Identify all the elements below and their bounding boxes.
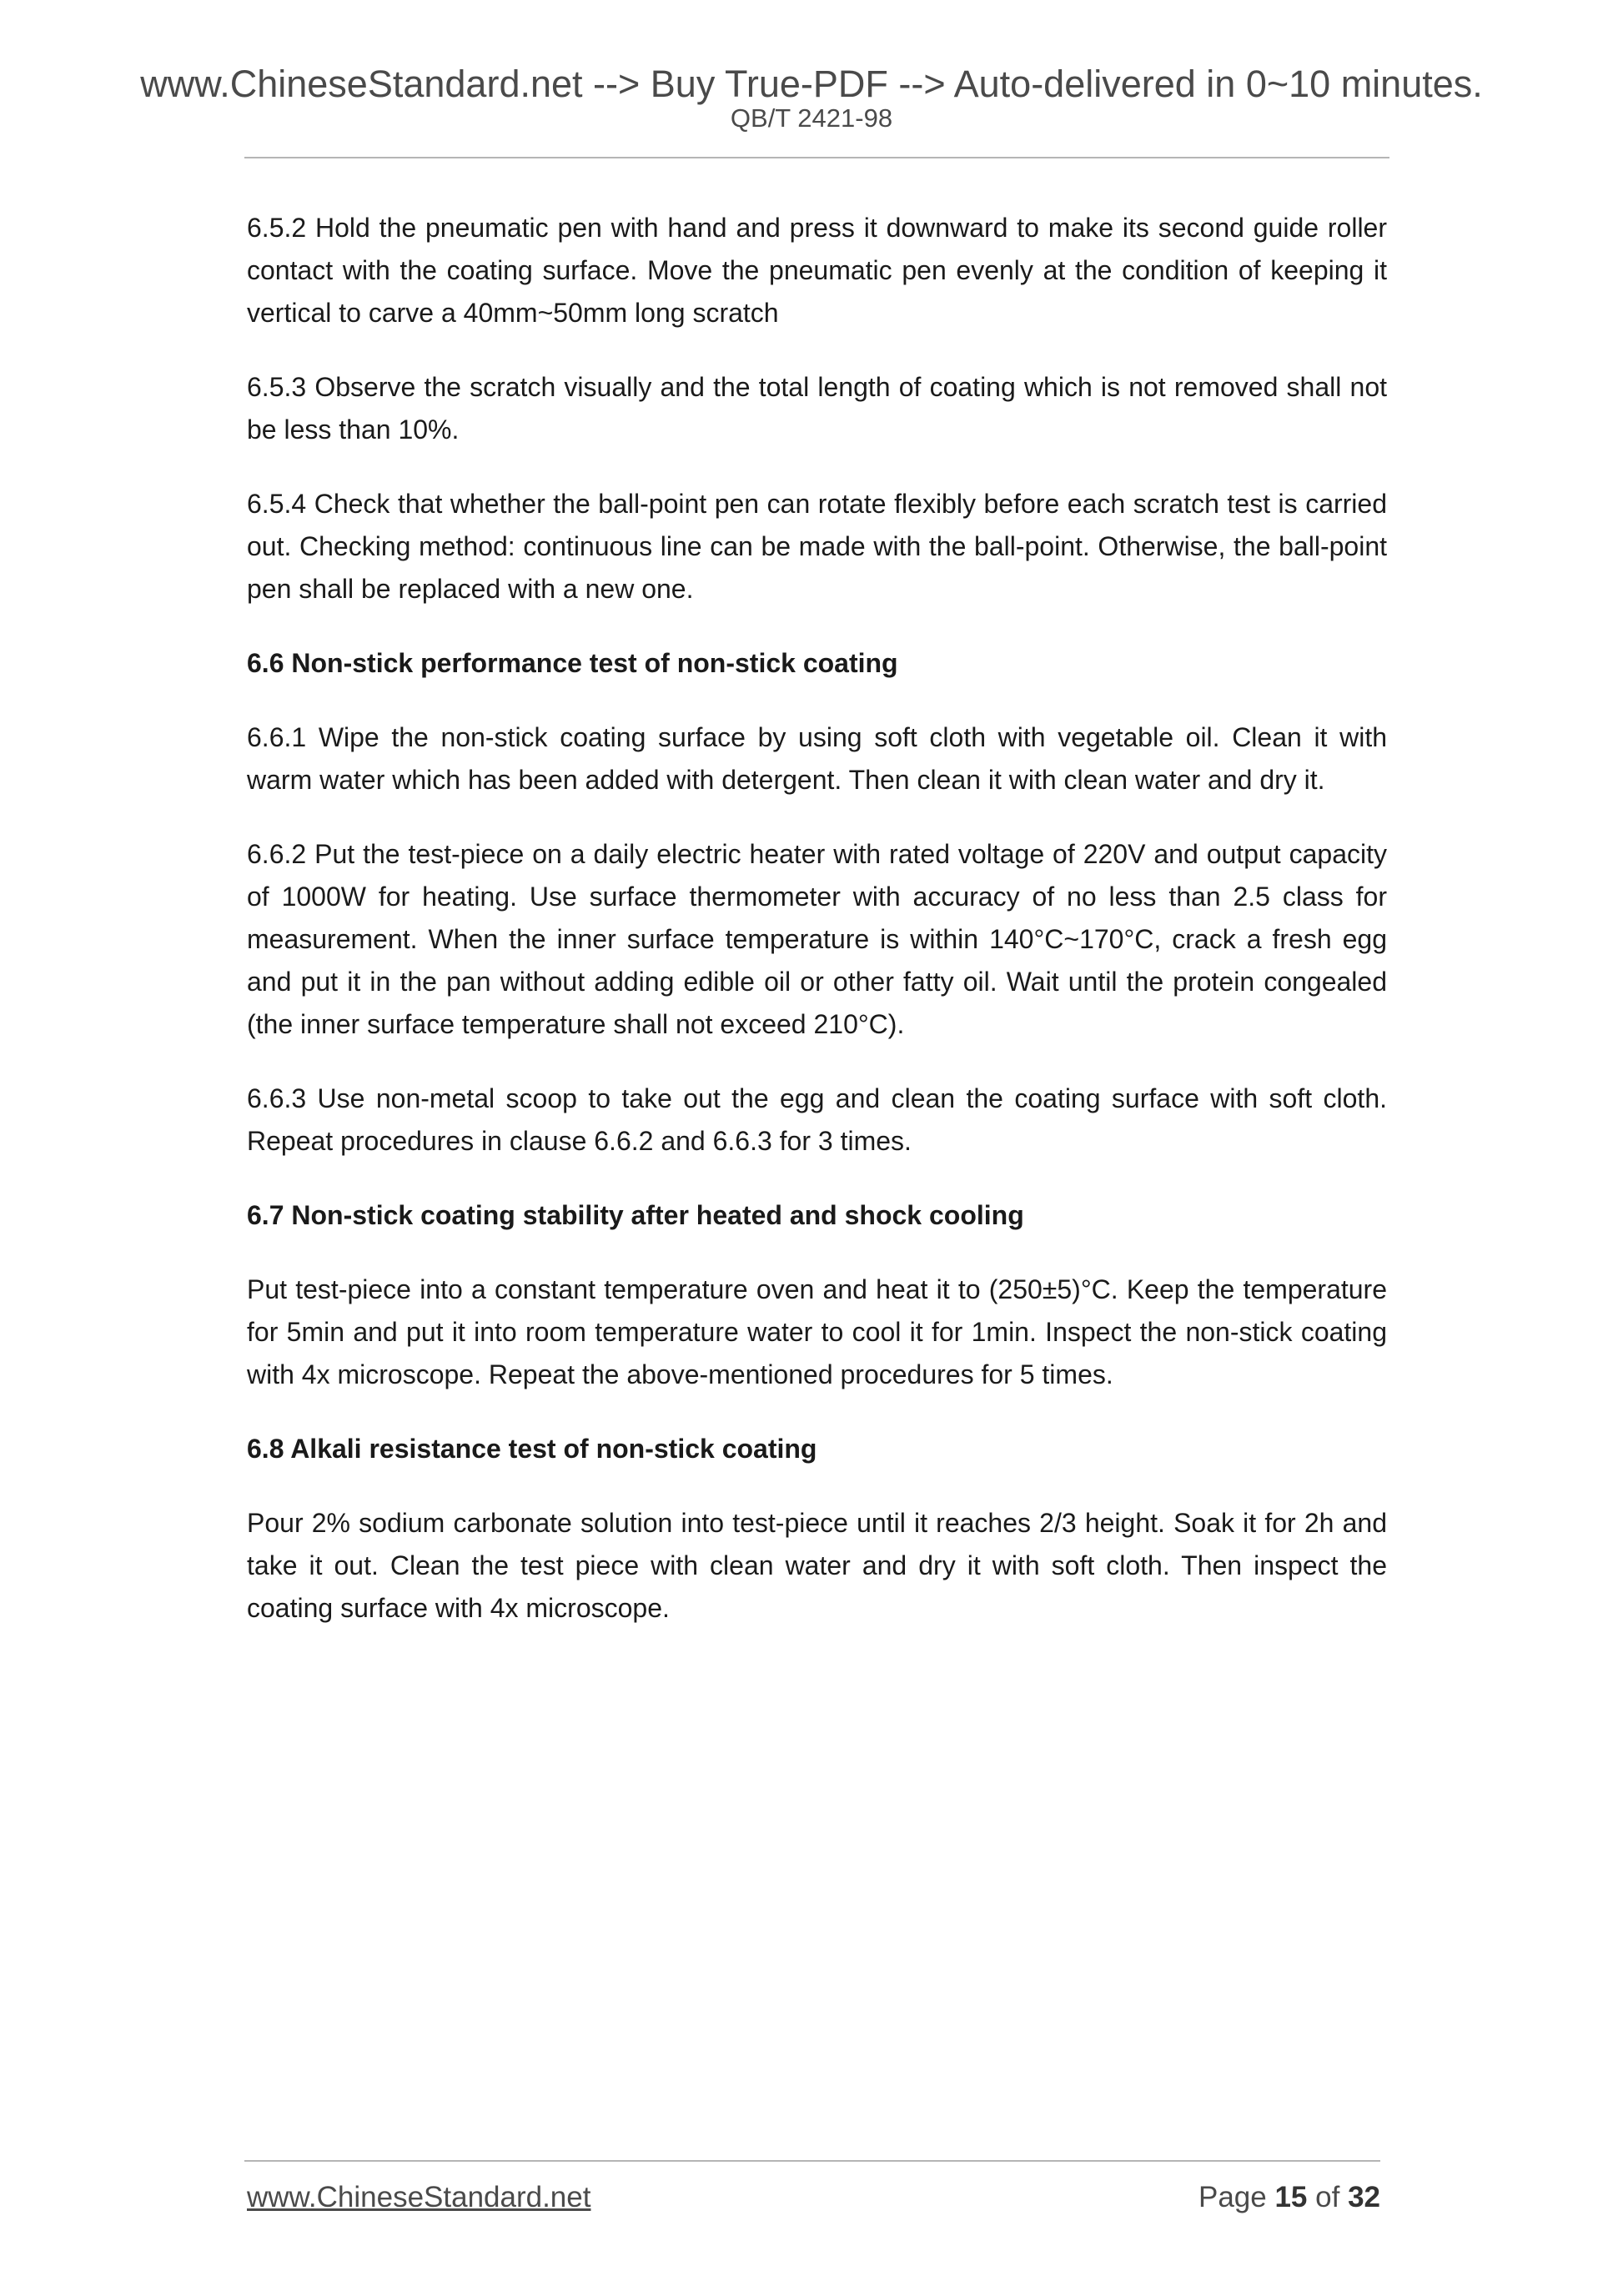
section-heading-6-7: 6.7 Non-stick coating stability after heated and shock cooling (247, 1200, 1024, 1230)
clause-6-5-4: 6.5.4 Check that whether the ball-point pen can rotate flexibly before each scratch test is carried out. Checking method: continuous line can be made with the ball-point. Otherwise, the ball-point pen shall be replaced with a new one. (247, 489, 1387, 604)
document-body (247, 207, 1387, 1661)
clause-6-8-text: Pour 2% sodium carbonate solution into test-piece until it reaches 2/3 height. Soak it for 2h and take it out. Clean the test piece with clean water and dry it with soft cloth. Then inspect the coating surface with 4x microscope. (247, 1508, 1387, 1623)
clause-6-6-2: 6.6.2 Put the test-piece on a daily electric heater with rated voltage of 220V and output capacity of 1000W for heating. Use surface thermometer with accuracy of no less than 2.5 class for measurement. When the inner surface temperature is within 140°C~170°C, crack a fresh egg and put it in the pan without adding edible oil or other fatty oil. Wait until the protein congealed (the inner surface temperature shall not exceed 210°C). (247, 839, 1387, 1039)
section-heading-6-6: 6.6 Non-stick performance test of non-stick coating (247, 648, 898, 678)
clause-6-6-1: 6.6.1 Wipe the non-stick coating surface by using soft cloth with vegetable oil. Clean it with warm water which has been added with detergent. Then clean it with clean water and dry it. (247, 722, 1387, 795)
clause-6-5-2: 6.5.2 Hold the pneumatic pen with hand and press it downward to make its second guide roller contact with the coating surface. Move the pneumatic pen evenly at the condition of keeping it vertical to carve a 40mm~50mm long scratch (247, 213, 1387, 328)
clause-6-6-3: 6.6.3 Use non-metal scoop to take out the egg and clean the coating surface with soft cloth. Repeat procedures in clause 6.6.2 and 6.6.3 for 3 times. (247, 1083, 1387, 1156)
footer-website-link[interactable]: www.ChineseStandard.net (247, 2181, 591, 2213)
section-heading-6-8: 6.8 Alkali resistance test of non-stick coating (247, 1434, 817, 1464)
page-of-label: of (1315, 2181, 1340, 2213)
page-label: Page (1198, 2181, 1267, 2213)
header-divider (244, 157, 1389, 158)
current-page-number: 15 (1274, 2181, 1308, 2213)
clause-6-7-text: Put test-piece into a constant temperature oven and heat it to (250±5)°C. Keep the temperature for 5min and put it into room temperature water to cool it for 1min. Inspect the non-stick coating with 4x microscope. Repeat the above-mentioned procedures for 5 times. (247, 1274, 1387, 1389)
standard-code: QB/T 2421-98 (730, 103, 893, 133)
page-indicator (1198, 2180, 1380, 2215)
total-pages-number: 32 (1348, 2181, 1380, 2213)
footer-divider (244, 2160, 1380, 2162)
header-banner: www.ChineseStandard.net --> Buy True-PDF --> Auto-delivered in 0~10 minutes. (140, 63, 1483, 105)
clause-6-5-3: 6.5.3 Observe the scratch visually and the total length of coating which is not removed shall not be less than 10%. (247, 372, 1387, 445)
